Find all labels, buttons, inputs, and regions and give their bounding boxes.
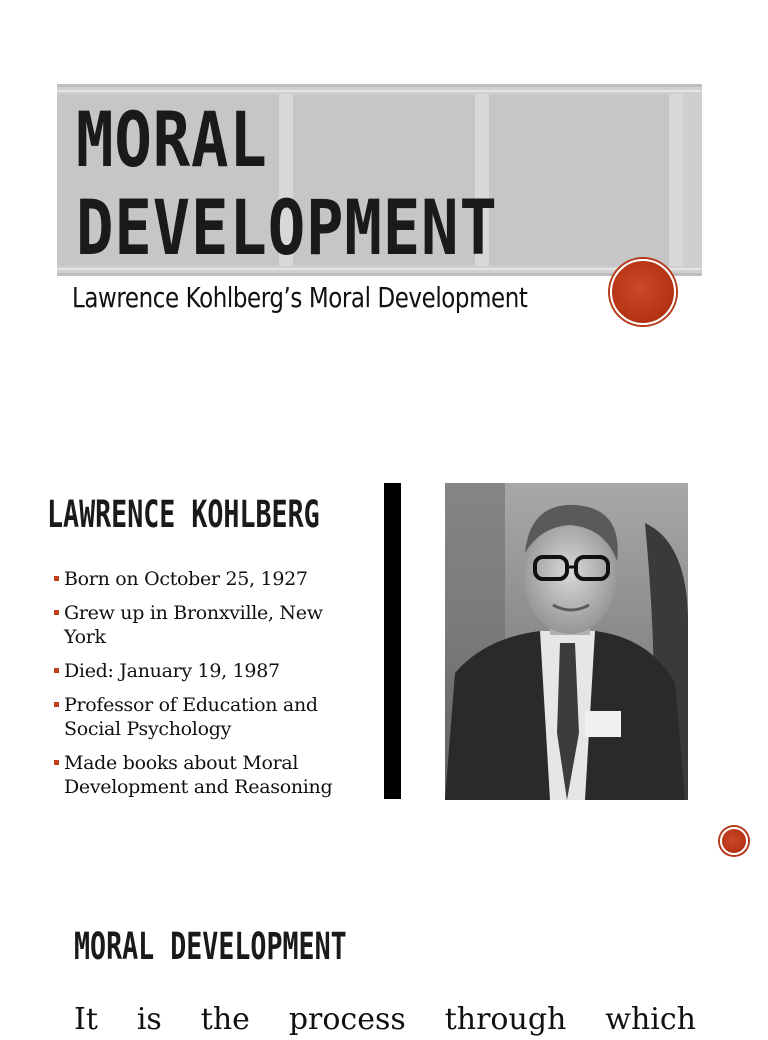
list-item [52, 751, 372, 799]
slide-subtitle: Lawrence Kohlberg’s Moral Development [72, 281, 528, 314]
list-item-line: Grew up in Bronxville, New [64, 602, 323, 624]
list-item [52, 567, 372, 591]
biography-slide [0, 470, 768, 830]
list-item [52, 693, 372, 741]
definition-slide [0, 900, 768, 1037]
vertical-divider [384, 483, 401, 799]
list-item-line: Died: January 19, 1987 [64, 660, 280, 682]
list-item-line: Born on October 25, 1927 [64, 568, 308, 590]
red-circle-decoration [610, 259, 676, 325]
list-item-line: Made books about Moral [64, 752, 299, 774]
banner-stripe [669, 94, 683, 266]
banner-rule [57, 273, 702, 276]
list-item-line: York [64, 626, 106, 648]
slide-heading: MORAL DEVELOPMENT [74, 925, 347, 968]
slide-title-line: DEVELOPMENT [76, 183, 498, 272]
list-item [52, 659, 372, 683]
slide-title [76, 96, 498, 272]
list-item-line: Social Psychology [64, 718, 232, 740]
banner-rule [57, 84, 702, 87]
list-item-line: Development and Reasoning [64, 776, 333, 798]
portrait-illustration [445, 483, 688, 800]
slide-body-text: It is the process through which [74, 1002, 696, 1037]
portrait-photo [445, 483, 688, 800]
slide-heading: LAWRENCE KOHLBERG [47, 493, 320, 536]
red-circle-decoration [720, 827, 748, 855]
banner-rule [57, 90, 702, 92]
title-slide [0, 0, 768, 420]
bullet-list [52, 567, 372, 809]
list-item [52, 601, 372, 649]
slide-title-line: MORAL [76, 95, 268, 184]
list-item-line: Professor of Education and [64, 694, 318, 716]
